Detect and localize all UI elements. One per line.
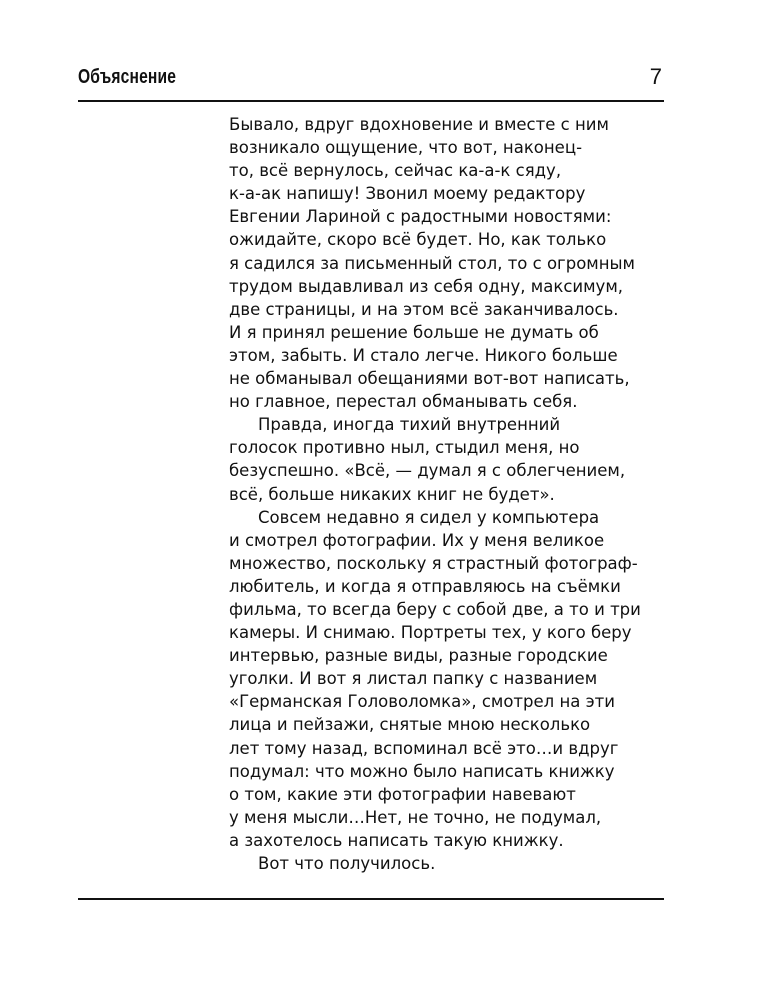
- text-line: Вот что получилось.: [258, 854, 436, 873]
- text-line: всё, больше никаких книг не будет».: [229, 484, 555, 504]
- text-line: любитель, и когда я отправляюсь на съёмки: [229, 576, 621, 596]
- text-line: голосок противно ныл, стыдил меня, но: [229, 438, 580, 458]
- text-line: лица и пейзажи, снятые мною несколько: [229, 715, 591, 735]
- section-title: Объяснение: [78, 66, 177, 88]
- text-line: я садился за письменный стол, то с огромным: [229, 253, 636, 273]
- text-line: безуспешно. «Всё, — думал я с облегчением,: [229, 461, 626, 481]
- text-line: Бывало, вдруг вдохновение и вместе с ним: [229, 115, 609, 134]
- text-line: интервью, разные виды, разные городские: [229, 646, 608, 666]
- footer-divider: [78, 898, 664, 900]
- text-line: о том, какие эти фотографии навевают: [229, 784, 576, 804]
- text-line: ожидайте, скоро всё будет. Но, как только: [229, 230, 607, 250]
- text-line: «Германская Головоломка», смотрел на эти: [229, 692, 615, 712]
- text-line: уголки. И вот я листал папку с названием: [229, 669, 598, 689]
- text-line: но главное, перестал обманывать себя.: [229, 392, 578, 412]
- text-line: Правда, иногда тихий внутренний: [258, 415, 561, 435]
- text-line: не обманывал обещаниями вот-вот написать,: [229, 369, 630, 389]
- body-text: [229, 113, 641, 875]
- text-line: камеры. И снимаю. Портреты тех, у кого беру: [229, 623, 632, 643]
- running-header: [78, 62, 664, 92]
- text-line: фильма, то всегда беру с собой две, а то и три: [229, 599, 641, 619]
- text-line: этом, забыть. И стало легче. Никого больше: [229, 345, 618, 365]
- header-divider: [78, 100, 664, 102]
- text-line: две страницы, и на этом всё заканчивалось.: [229, 299, 619, 319]
- text-line: то, всё вернулось, сейчас ка-а-к сяду,: [229, 161, 562, 181]
- text-line: множество, поскольку я страстный фотограф-: [229, 553, 638, 573]
- text-line: а захотелось написать такую книжку.: [229, 830, 564, 850]
- page-number: 7: [649, 64, 662, 89]
- text-line: трудом выдавливал из себя одну, максимум,: [229, 276, 624, 296]
- text-line: возникало ощущение, что вот, наконец-: [229, 138, 583, 158]
- text-line: у меня мысли…Нет, не точно, не подумал,: [229, 807, 602, 827]
- text-line: к-а-ак напишу! Звонил моему редактору: [229, 184, 586, 204]
- text-line: Евгении Лариной с радостными новостями:: [229, 207, 612, 227]
- text-line: лет тому назад, вспоминал всё это…и вдруг: [229, 738, 619, 758]
- text-line: подумал: что можно было написать книжку: [229, 761, 615, 781]
- text-line: И я принял решение больше не думать об: [229, 322, 599, 342]
- text-line: и смотрел фотографии. Их у меня великое: [229, 530, 605, 550]
- text-line: Совсем недавно я сидел у компьютера: [258, 507, 600, 527]
